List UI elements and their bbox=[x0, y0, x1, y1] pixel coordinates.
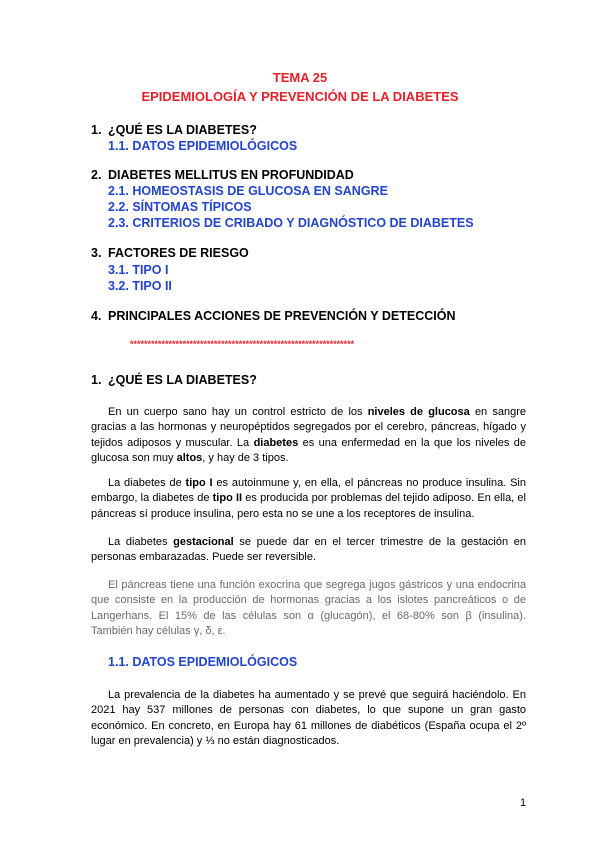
toc-item-2: 2. DIABETES MELLITUS EN PROFUNDIDAD bbox=[91, 168, 354, 182]
toc-sub-2-1[interactable]: 2.1. HOMEOSTASIS DE GLUCOSA EN SANGRE bbox=[108, 184, 388, 198]
page-number: 1 bbox=[520, 797, 527, 809]
paragraph-glucose-control: En un cuerpo sano hay un control estricto de los niveles de glucosa en sangre gracias a las hormonas y neuropéptidos segregados por el cerebro, páncreas, hígado y tejidos adiposos y muscular. La diabetes es una enfermedad en la que los niveles de glucosa son muy altos, y hay de 3 tipos. bbox=[91, 406, 527, 464]
toc-sub-2-3[interactable]: 2.3. CRITERIOS DE CRIBADO Y DIAGNÓSTICO DE DIABETES bbox=[108, 216, 474, 230]
section-1-heading: 1. ¿QUÉ ES LA DIABETES? bbox=[91, 373, 257, 387]
toc-sub-1-1[interactable]: 1.1. DATOS EPIDEMIOLÓGICOS bbox=[108, 139, 298, 153]
toc-sub-3-2[interactable]: 3.2. TIPO II bbox=[108, 279, 172, 293]
toc-item-4: 4. PRINCIPALES ACCIONES DE PREVENCIÓN Y DETECCIÓN bbox=[91, 309, 456, 323]
separator-stars: **************************************************************** bbox=[130, 339, 355, 349]
document-title: TEMA 25 bbox=[272, 70, 328, 85]
toc-sub-2-2[interactable]: 2.2. SÍNTOMAS TÍPICOS bbox=[108, 200, 252, 214]
toc-item-1: 1. ¿QUÉ ES LA DIABETES? bbox=[91, 123, 257, 137]
section-1-1-heading: 1.1. DATOS EPIDEMIOLÓGICOS bbox=[108, 655, 298, 669]
toc-sub-3-1[interactable]: 3.1. TIPO I bbox=[108, 263, 169, 277]
paragraph-gestational: La diabetes gestacional se puede dar en el tercer trimestre de la gestación en personas embarazadas. Puede ser reversible. bbox=[91, 536, 526, 564]
toc-item-3: 3. FACTORES DE RIESGO bbox=[91, 246, 249, 260]
document-subtitle: EPIDEMIOLOGÍA Y PREVENCIÓN DE LA DIABETES bbox=[141, 89, 459, 104]
paragraph-pancreas: El páncreas tiene una función exocrina que segrega jugos gástricos y una endocrina que consiste en la producción de hormonas gracias a los islotes pancreáticos o de Langerhans. El 15% de las células son α (glucagón), el 68-80% son β (insulina). También hay células γ, δ, ε. bbox=[91, 579, 526, 637]
paragraph-diabetes-types: La diabetes de tipo I es autoinmune y, en ella, el páncreas no produce insulina. Sin embargo, la diabetes de tipo II es producida por problemas del tejido adiposo. En ella, el páncreas sí produce insulina, pero esta no se une a los receptores de insulina. bbox=[91, 477, 526, 520]
paragraph-prevalence: La prevalencia de la diabetes ha aumentado y se prevé que seguirá haciéndolo. En 2021 hay 537 millones de personas con diabetes, lo que supone un gran gasto económico. En concreto, en Europa hay 61 millones de diabéticos (España ocupa el 2º lugar en prevalencia) y ⅓ no están diagnosticados. bbox=[91, 689, 526, 747]
